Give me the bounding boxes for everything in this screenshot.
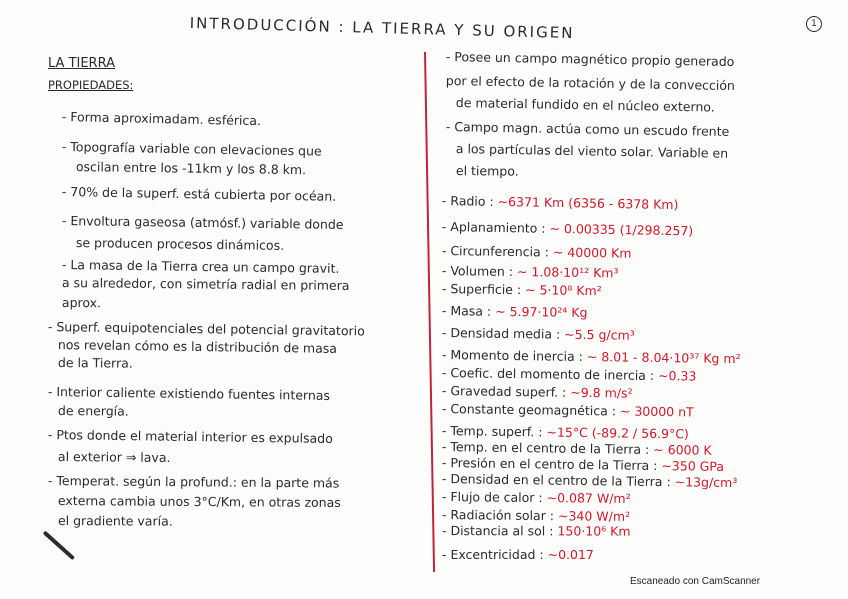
property-row [442, 524, 631, 539]
property-value: ~ 30000 nT [619, 403, 694, 420]
property-value: ~350 GPa [661, 458, 725, 474]
property-value: ~ 40000 Km [552, 244, 632, 261]
right-line: por el efecto de la rotación y de la convección [445, 73, 736, 94]
property-label: - Radiación solar : [441, 507, 555, 524]
section-heading: LA TIERRA [48, 56, 115, 71]
property-row [442, 304, 588, 320]
column-divider [424, 52, 435, 572]
left-line: - Temperat. según la profund.: en la parte más [47, 473, 340, 491]
property-label: - Densidad en el centro de la Tierra : [441, 471, 671, 490]
property-row [442, 326, 635, 343]
property-label: - Temp. en el centro de la Tierra : [441, 439, 650, 457]
property-row [442, 264, 619, 280]
property-row [442, 490, 631, 506]
property-value: ~ 8.01 - 8.04·10³⁷ Kg m² [586, 349, 741, 367]
property-row [442, 282, 602, 298]
left-line: nos revelan cómo es la distribución de masa [57, 337, 338, 356]
pen-stroke [43, 531, 75, 561]
right-line: - Posee un campo magnético propio generado [445, 49, 735, 70]
left-line: - Interior caliente existiendo fuentes internas [47, 384, 331, 403]
property-value: ~5.5 g/cm³ [564, 326, 635, 343]
property-row [442, 366, 697, 384]
property-label: - Constante geomagnética : [441, 401, 617, 419]
left-line: - Ptos donde el material interior es expulsado [47, 427, 333, 446]
property-row [442, 472, 738, 490]
left-line: - La masa de la Tierra crea un campo gravit. [61, 257, 340, 276]
property-label: - Masa : [441, 303, 492, 319]
property-value: ~ 5.97·10²⁴ Kg [495, 303, 588, 321]
property-label: - Momento de inercia : [441, 347, 583, 364]
left-line: el gradiente varía. [57, 513, 173, 529]
property-value: ~13g/cm³ [674, 474, 738, 491]
property-label: - Volumen : [441, 263, 514, 279]
property-label: - Distancia al sol : [441, 523, 554, 539]
property-label: - Presión en el centro de la Tierra : [441, 455, 658, 474]
left-line: a su alrededor, con simetría radial en primera [61, 275, 350, 294]
property-label: - Aplanamiento : [441, 219, 546, 236]
property-label: - Flujo de calor : [441, 489, 543, 506]
property-label: - Radio : [441, 193, 494, 209]
property-row [442, 402, 694, 420]
property-value: ~340 W/m² [557, 508, 631, 524]
property-label: - Circunferencia : [441, 243, 550, 260]
property-value: ~9.8 m/s² [570, 384, 633, 401]
property-label: - Excentricidad : [442, 547, 544, 562]
left-line: de la Tierra. [57, 355, 133, 371]
property-value: ~6371 Km (6356 - 6378 Km) [497, 193, 679, 213]
property-value: ~0.087 W/m² [546, 490, 631, 506]
right-line: a los partículas del viento solar. Variable en [455, 141, 729, 161]
page-title: INTRODUCCIÓN : LA TIERRA Y SU ORIGEN [189, 14, 575, 43]
property-value: ~ 5·10⁸ Km² [524, 282, 602, 299]
property-label: - Temp. superf. : [441, 423, 543, 440]
page-number: 1 [806, 16, 822, 32]
left-line: externa cambia unos 3°C/Km, en otras zonas [57, 493, 341, 510]
left-line: al exterior ⇒ lava. [57, 449, 171, 465]
property-value: 150·10⁶ Km [557, 523, 631, 539]
property-value: ~ 0.00335 (1/298.257) [549, 220, 694, 239]
left-line: de energía. [57, 403, 129, 419]
property-label: - Coefic. del momento de inercia : [441, 365, 655, 383]
property-label: - Gravedad superf. : [441, 383, 567, 400]
scanner-watermark: Escaneado con CamScanner [630, 576, 761, 587]
left-line: - Topografía variable con elevaciones que [61, 139, 322, 159]
property-row [442, 220, 694, 238]
property-row [442, 194, 679, 212]
property-value: ~0.017 [547, 547, 594, 562]
left-line: - Forma aproximadam. esférica. [61, 109, 262, 129]
property-value: ~0.33 [657, 368, 697, 384]
property-row [442, 244, 632, 261]
property-value: ~ 1.08·10¹² Km³ [516, 264, 619, 281]
left-line: aprox. [61, 295, 102, 311]
right-line: de material fundido en el núcleo externo. [455, 95, 715, 115]
left-line: - Superf. equipotenciales del potencial gravitatorio [47, 319, 365, 339]
property-value: ~15°C (-89.2 / 56.9°C) [546, 424, 689, 442]
property-row [442, 384, 633, 401]
section-subheading: PROPIEDADES: [48, 78, 134, 92]
left-line: se producen procesos dinámicos. [75, 235, 285, 253]
left-line: - 70% de la superf. está cubierta por océan. [61, 184, 337, 204]
left-line: oscilan entre los -11km y los 8.8 km. [75, 159, 307, 178]
right-line: el tiempo. [455, 163, 519, 179]
property-row [442, 548, 594, 562]
property-label: - Superficie : [441, 281, 522, 298]
left-line: - Envoltura gaseosa (atmósf.) variable donde [61, 213, 344, 232]
property-row [442, 348, 741, 366]
right-line: - Campo magn. actúa como un escudo frente [445, 119, 730, 139]
property-row [442, 508, 630, 524]
property-value: ~ 6000 K [653, 441, 712, 458]
property-label: - Densidad media : [441, 325, 561, 342]
